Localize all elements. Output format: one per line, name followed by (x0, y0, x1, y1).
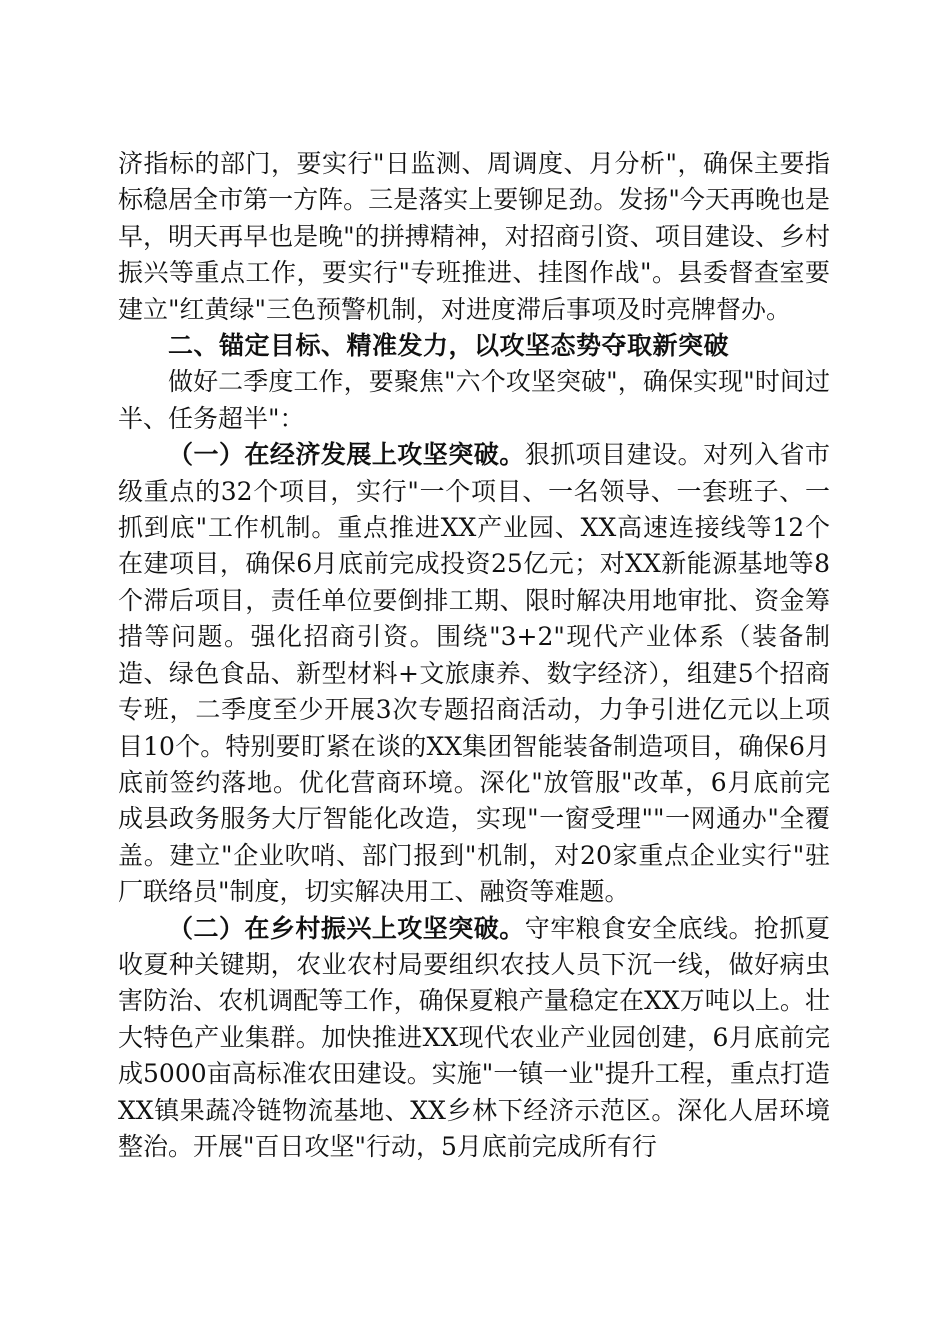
item-two-paragraph (118, 911, 830, 1166)
item-two-body: 守牢粮食安全底线。抢抓夏收夏种关键期，农业农村局要组织农技人员下沉一线，做好病虫害防治、农机调配等工作，确保夏粮产量稳定在XX万吨以上。壮大特色产业集群。加快推进XX现代农业产业园创建，6月底前完成5000亩高标准农田建设。实施"一镇一业"提升工程，重点打造XX镇果蔬冷链物流基地、XX乡林下经济示范区。深化人居环境整治。开展"百日攻坚"行动，5月底前完成所有行 (118, 913, 830, 1161)
continuation-paragraph: 济指标的部门，要实行"日监测、周调度、月分析"，确保主要指标稳居全市第一方阵。三是落实上要铆足劲。发扬"今天再晚也是早，明天再早也是晚"的拼搏精神，对招商引资、项目建设、乡村振兴等重点工作，要实行"专班推进、挂图作战"。县委督查室要建立"红黄绿"三色预警机制，对进度滞后事项及时亮牌督办。 (118, 149, 830, 324)
section-two-intro: 做好二季度工作，要聚焦"六个攻坚突破"，确保实现"时间过半、任务超半"： (118, 367, 830, 433)
item-two-title: （二）在乡村振兴上攻坚突破。 (168, 913, 525, 943)
item-one-paragraph (118, 437, 830, 910)
document-body (118, 146, 830, 1165)
section-two-heading: 二、锚定目标、精准发力，以攻坚态势夺取新突破 (168, 331, 730, 361)
item-one-title: （一）在经济发展上攻坚突破。 (168, 440, 525, 470)
item-one-body: 狠抓项目建设。对列入省市级重点的32个项目，实行"一个项目、一名领导、一套班子、一抓到底"工作机制。重点推进XX产业园、XX高速连接线等12个在建项目，确保6月底前完成投资25亿元；对XX新能源基地等8个滞后项目，责任单位要倒排工期、限时解决用地审批、资金筹措等问题。强化招商引资。围绕"3+2"现代产业体系（装备制造、绿色食品、新型材料+文旅康养、数字经济），组建5个招商专班，二季度至少开展3次专题招商活动，力争引进亿元以上项目10个。特别要盯紧在谈的XX集团智能装备制造项目，确保6月底前签约落地。优化营商环境。深化"放管服"改革，6月底前完成县政务服务大厅智能化改造，实现"一窗受理""一网通办"全覆盖。建立"企业吹哨、部门报到"机制，对20家重点企业实行"驻厂联络员"制度，切实解决用工、融资等难题。 (118, 440, 830, 907)
